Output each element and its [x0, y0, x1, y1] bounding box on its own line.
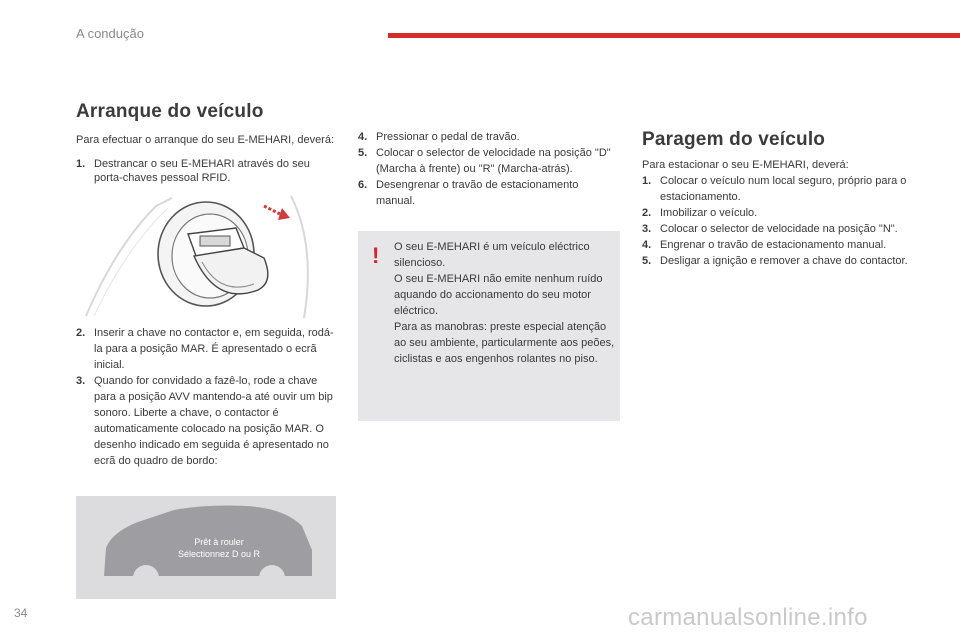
start-step-3 — [76, 373, 342, 469]
step-text: Inserir a chave no contactor e, em seguida, rodá-la para a posição MAR. É apresentado o ecrã inicial. — [94, 327, 334, 371]
warning-line: O seu E-MEHARI é um veículo eléctrico silencioso. — [394, 241, 590, 269]
step-number: 2. — [76, 327, 86, 339]
step-text: Desengrenar o travão de estacionamento manual. — [376, 179, 579, 207]
stop-step-4 — [642, 237, 912, 253]
stop-intro: Para estacionar o seu E-MEHARI, deverá: — [642, 159, 849, 171]
step-number: 3. — [642, 223, 652, 235]
step-text: Colocar o veículo num local seguro, próprio para o estacionamento. — [660, 175, 907, 203]
car-screen-line-1: Prêt à rouler — [194, 537, 244, 547]
stop-step-1 — [642, 173, 912, 205]
dashboard-car-display — [76, 496, 336, 599]
step-text: Pressionar o pedal de travão. — [376, 131, 520, 143]
step-number: 6. — [358, 179, 368, 191]
step-number: 1. — [642, 175, 652, 187]
step-text: Imobilizar o veículo. — [660, 207, 758, 219]
section-title-stop: Paragem do veículo — [642, 129, 826, 150]
warning-icon: ! — [372, 243, 380, 268]
section-label: A condução — [76, 26, 144, 41]
stop-step-3 — [642, 221, 912, 237]
step-number: 5. — [358, 147, 368, 159]
header-accent-bar — [388, 33, 960, 38]
start-step-2 — [76, 325, 342, 373]
warning-box — [358, 231, 620, 421]
start-step-6 — [358, 177, 620, 209]
section-title-start: Arranque do veículo — [76, 101, 264, 122]
start-intro: Para efectuar o arranque do seu E-MEHARI, deverá: — [76, 134, 335, 146]
watermark: carmanualsonline.info — [628, 604, 868, 631]
step-text: Destrancar o seu E-MEHARI através do seu porta-chaves pessoal RFID. — [94, 158, 310, 184]
start-step-5 — [358, 145, 620, 177]
step-text: Desligar a ignição e remover a chave do contactor. — [660, 255, 908, 267]
step-number: 2. — [642, 207, 652, 219]
start-step-4 — [358, 129, 620, 145]
stop-step-5 — [642, 253, 912, 269]
step-number: 1. — [76, 158, 86, 170]
stop-steps — [642, 173, 912, 269]
warning-line: O seu E-MEHARI não emite nenhum ruído aquando do accionamento do seu motor eléctrico. — [394, 273, 603, 317]
step-number: 4. — [642, 239, 652, 251]
page-number: 34 — [14, 606, 28, 620]
step-text: Colocar o selector de velocidade na posição "D" (Marcha à frente) ou "R" (Marcha-atrás). — [376, 147, 611, 175]
stop-step-2 — [642, 205, 912, 221]
step-number: 5. — [642, 255, 652, 267]
start-steps-b — [76, 325, 342, 469]
start-step-1 — [76, 157, 340, 185]
ignition-key-drawing — [76, 186, 336, 320]
start-steps-c — [358, 129, 620, 209]
step-text: Quando for convidado a fazê-lo, rode a chave para a posição AVV mantendo-a até ouvir um bip sonoro. Liberte a chave, o contactor é automaticamente colocado na posição MAR. O desenho indicado em seguida é apresentado no ecrã do quadro de bordo: — [94, 375, 333, 467]
step-text: Colocar o selector de velocidade na posição "N". — [660, 223, 898, 235]
step-number: 3. — [76, 375, 86, 387]
car-screen-line-2: Sélectionnez D ou R — [177, 549, 261, 559]
warning-line: Para as manobras: preste especial atenção ao seu ambiente, particularmente aos peões, ciclistas e aos engenhos rolantes no piso. — [394, 321, 615, 365]
start-steps-a — [76, 157, 340, 185]
ignition-key-illustration — [76, 186, 336, 320]
warning-text — [394, 239, 616, 367]
step-text: Engrenar o travão de estacionamento manual. — [660, 239, 887, 251]
step-number: 4. — [358, 131, 368, 143]
